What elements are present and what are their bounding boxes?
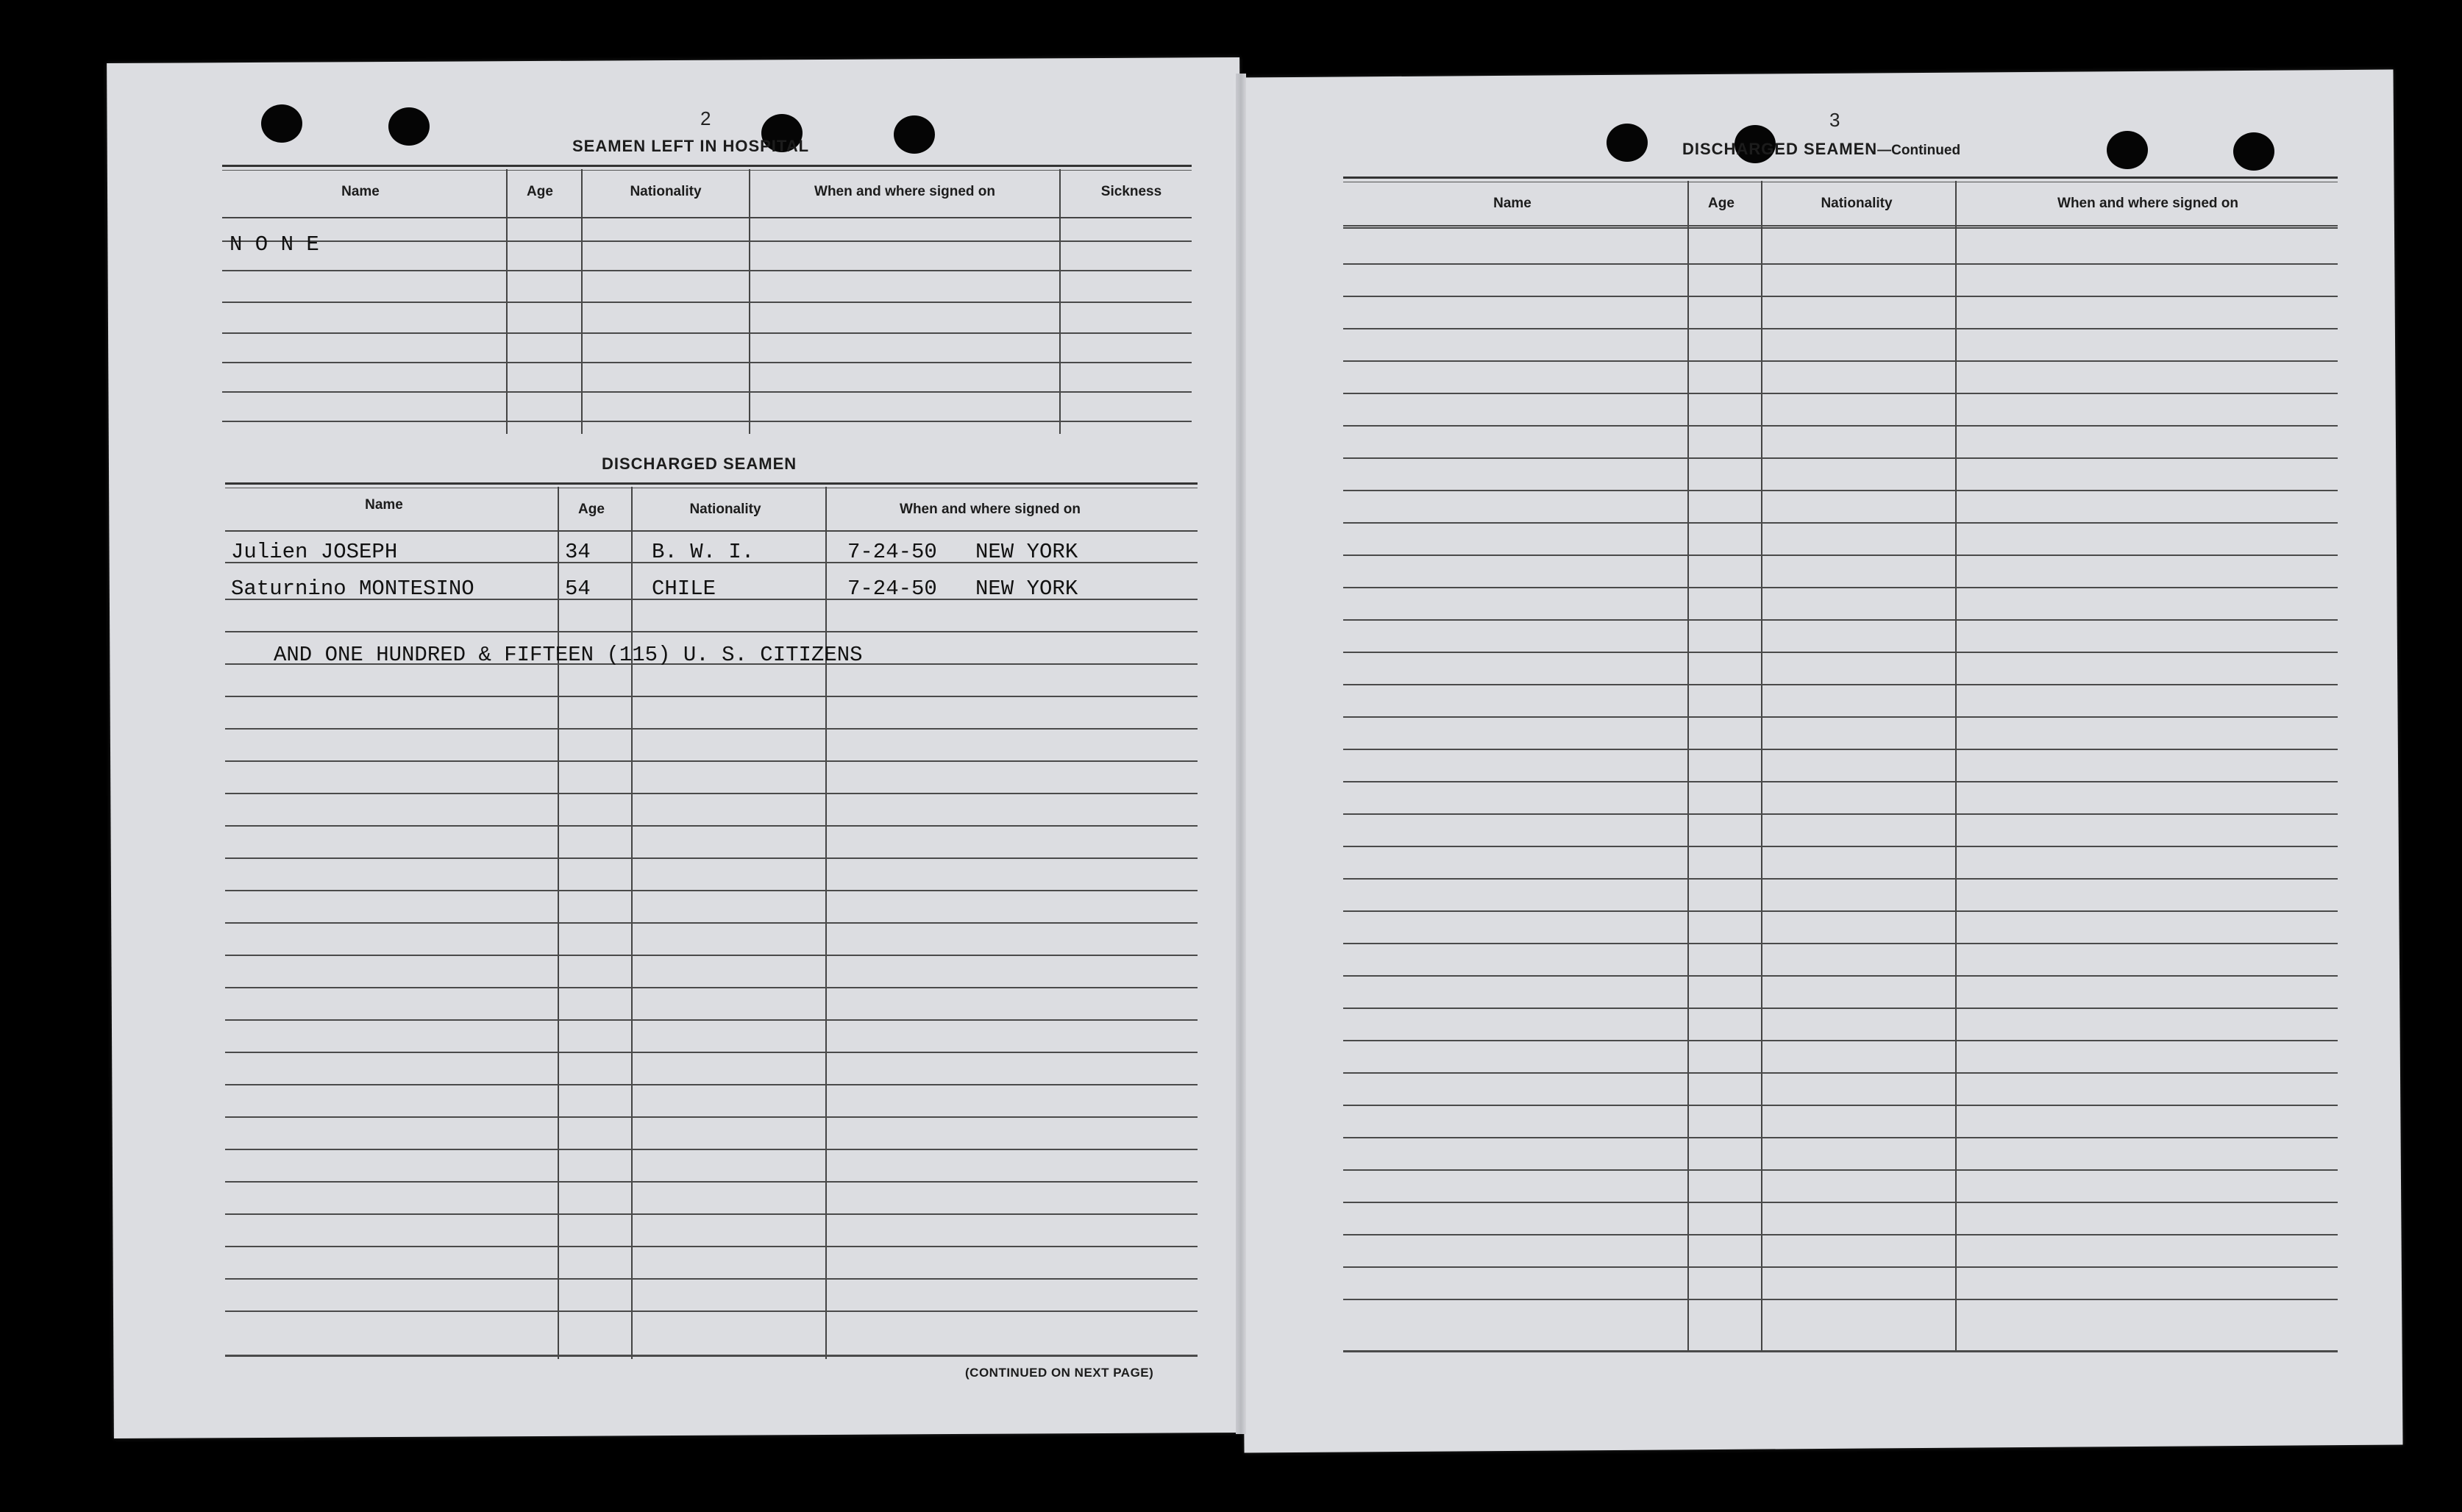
col-header-signed-on: When and where signed on: [814, 184, 995, 199]
seaman-signed-place: NEW YORK: [975, 577, 1078, 601]
title-suffix: —Continued: [1877, 143, 1961, 158]
col-header-name: Name: [1493, 196, 1531, 211]
col-header-signed-on: When and where signed on: [900, 502, 1081, 517]
seaman-age: 54: [565, 577, 591, 601]
seaman-nationality: B. W. I.: [652, 540, 755, 564]
discharged-section-title: DISCHARGED SEAMEN: [602, 454, 797, 473]
discharged-continued-title: [1682, 140, 1960, 159]
hospital-entry-none: N O N E: [230, 232, 319, 257]
col-header-sickness: Sickness: [1100, 184, 1162, 199]
seaman-name: Saturnino MONTESINO: [231, 577, 474, 601]
discharged-continued-table: [1343, 176, 2338, 1353]
punch-hole: [894, 115, 935, 154]
col-header-nationality: Nationality: [1821, 196, 1893, 211]
col-header-name: Name: [341, 184, 380, 199]
punch-hole: [2233, 132, 2274, 171]
hospital-table: [222, 165, 1192, 437]
page-number: 3: [1829, 109, 1840, 131]
hospital-section-title: SEAMEN LEFT IN HOSPITAL: [572, 137, 810, 155]
seaman-nationality: CHILE: [652, 577, 716, 601]
page-number: 2: [700, 107, 711, 129]
continued-footer: (CONTINUED ON NEXT PAGE): [965, 1366, 1154, 1380]
title-main: DISCHARGED SEAMEN: [1682, 140, 1878, 158]
col-header-age: Age: [527, 184, 553, 199]
punch-hole: [261, 104, 302, 143]
col-header-signed-on: When and where signed on: [2057, 196, 2238, 211]
seaman-name: Julien JOSEPH: [231, 540, 398, 564]
us-citizens-note: AND ONE HUNDRED & FIFTEEN (115) U. S. CITIZENS: [274, 643, 863, 667]
discharged-table: [225, 482, 1198, 1365]
punch-hole: [388, 107, 430, 146]
col-header-nationality: Nationality: [630, 184, 702, 199]
seaman-signed-date: 7-24-50: [847, 577, 937, 601]
seaman-signed-place: NEW YORK: [975, 540, 1078, 564]
col-header-name: Name: [365, 497, 403, 513]
seaman-age: 34: [565, 540, 591, 564]
col-header-nationality: Nationality: [689, 502, 761, 517]
seaman-signed-date: 7-24-50: [847, 540, 937, 564]
col-header-age: Age: [578, 502, 605, 517]
punch-hole: [2107, 131, 2148, 169]
col-header-age: Age: [1708, 196, 1735, 211]
page-fold: [1236, 74, 1246, 1434]
punch-hole: [1607, 124, 1648, 162]
